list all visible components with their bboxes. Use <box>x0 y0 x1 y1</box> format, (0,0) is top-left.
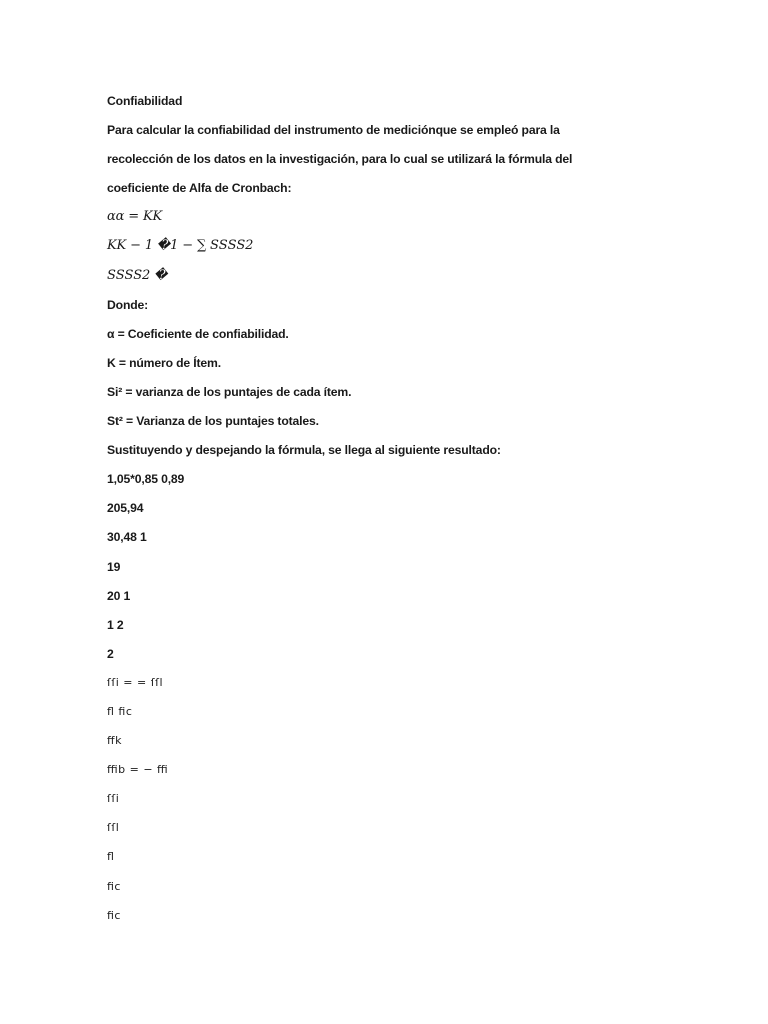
document-line: ﬂ <box>107 850 115 864</box>
document-line: α = Coeficiente de confiabilidad. <box>107 326 289 341</box>
document-line: 1,05*0,85 0,89 <box>107 472 185 487</box>
document-line: Donde: <box>107 297 149 312</box>
document-line: ﬀk <box>107 734 122 748</box>
document-line: St² = Varianza de los puntajes totales. <box>107 414 319 429</box>
document-line: 30,48 1 <box>107 530 147 545</box>
document-line: coeficiente de Alfa de Cronbach: <box>107 181 292 196</box>
document-line: 2 <box>107 646 114 661</box>
document-line: 20 1 <box>107 588 131 603</box>
document-line: Para calcular la confiabilidad del instrumento de mediciónque se empleó para la <box>107 123 560 138</box>
document-line: 𝑆𝑆𝑆𝑆2 � <box>107 267 168 283</box>
document-line: ſſi = = ſſl <box>107 675 164 689</box>
document-line: ſſl <box>107 821 120 835</box>
document-body <box>107 89 667 933</box>
document-line: 1 2 <box>107 617 124 632</box>
document-heading: Confiabilidad <box>107 94 183 108</box>
document-line: ﬃb = − ﬃ <box>107 763 169 777</box>
document-line: ﬂ ﬁc <box>107 704 133 718</box>
document-line: 19 <box>107 559 121 574</box>
document-line: ſſi <box>107 792 120 806</box>
document-line: Sustituyendo y despejando la fórmula, se llega al siguiente resultado: <box>107 443 501 458</box>
document-line: 𝛼𝛼 = 𝐾𝐾 <box>107 209 163 225</box>
document-line: ﬁc <box>107 879 121 893</box>
document-line: Si² = varianza de los puntajes de cada ítem. <box>107 384 352 399</box>
document-line: 𝐾𝐾 − 1 �1 − ∑ 𝑆𝑆𝑆𝑆2 <box>107 238 254 254</box>
document-line: ﬁc <box>107 908 121 922</box>
document-line: 205,94 <box>107 501 144 516</box>
document-line: K = número de Ítem. <box>107 355 221 370</box>
document-line: recolección de los datos en la investigación, para lo cual se utilizará la fórmula del <box>107 152 573 167</box>
